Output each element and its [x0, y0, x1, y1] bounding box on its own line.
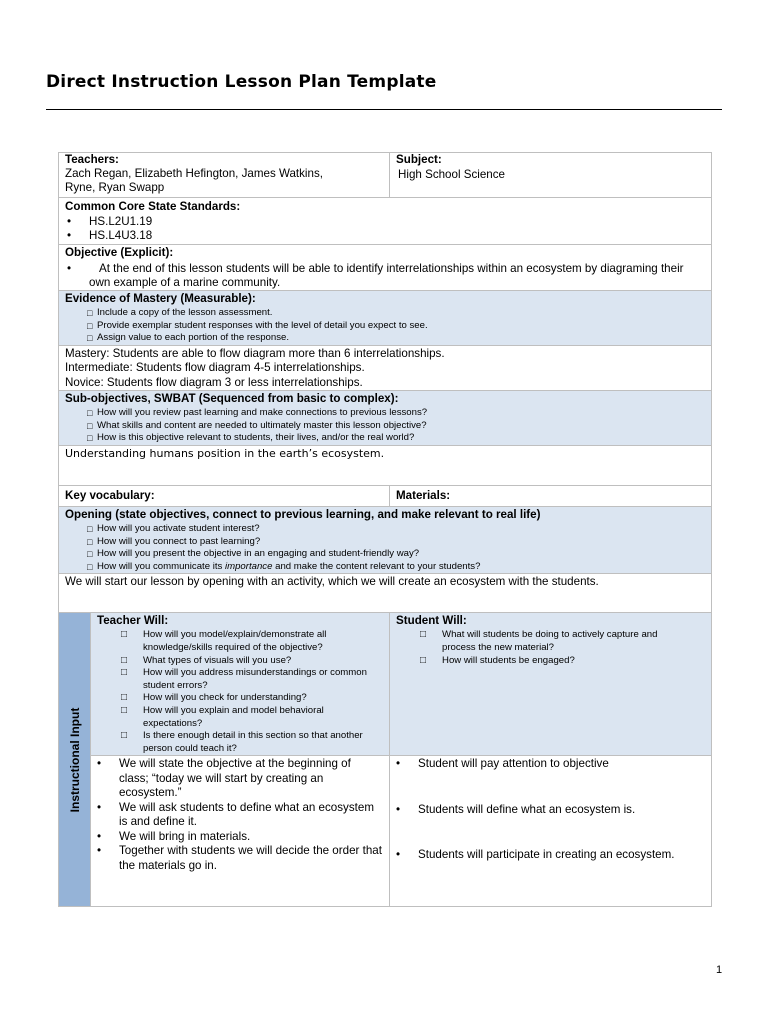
opening-prompt-emphasis: importance: [224, 560, 273, 572]
standards-label: Common Core State Standards:: [65, 200, 241, 213]
vocab-label: Key vocabulary:: [65, 489, 155, 503]
document-title: Direct Instruction Lesson Plan Template: [46, 72, 437, 92]
subject-value: High School Science: [398, 168, 505, 181]
teacher-prompt: □ How will you model/explain/demonstrate all knowledge/skills required of the objective?: [97, 629, 381, 654]
instructional-input-label: Instructional Input: [67, 707, 82, 813]
teacher-actions-cell: [91, 756, 390, 907]
subobjectives-cell: [59, 391, 712, 446]
instructional-prompts-row: [59, 613, 712, 756]
materials-cell: [390, 486, 712, 507]
teachers-subject-row: [59, 153, 712, 198]
subobjectives-answer-row: [59, 446, 712, 486]
evidence-prompts: [65, 307, 711, 345]
intermediate-text: Intermediate: Students flow diagram 4-5 interrelationships.: [65, 361, 365, 375]
objective-row: [59, 245, 712, 291]
subobjectives-prompts: [65, 407, 711, 445]
subobjectives-answer-cell: [59, 446, 712, 486]
student-will-label: Student Will:: [396, 614, 467, 628]
objective-bullet: •: [67, 262, 72, 275]
opening-prompts: [65, 523, 711, 573]
teachers-label: Teachers:: [65, 153, 119, 166]
standards-cell: [59, 198, 712, 245]
lesson-plan-table: [58, 152, 712, 907]
instructional-side-cell: [59, 613, 91, 907]
student-prompts: [396, 629, 711, 667]
teachers-cell: [59, 153, 390, 198]
opening-cell: [59, 507, 712, 574]
evidence-row: [59, 291, 712, 346]
evidence-prompt: □ Include a copy of the lesson assessment.: [65, 307, 711, 320]
student-action: • Students will participate in creating an ecosystem.: [396, 848, 711, 863]
objective-item: [65, 262, 711, 290]
opening-prompt: □ How will you activate student interest?: [65, 523, 711, 536]
novice-text: Novice: Students flow diagram 3 or less interrelationships.: [65, 375, 363, 389]
subobjectives-row: [59, 391, 712, 446]
teacher-prompt: □ How will you check for understanding?: [97, 692, 381, 705]
teacher-actions: [97, 757, 383, 873]
mastery-text: Mastery: Students are able to flow diagram more than 6 interrelationships.: [65, 346, 445, 360]
teacher-prompt: □ How will you explain and model behavioral expectations?: [97, 705, 381, 730]
objective-label: Objective (Explicit):: [65, 246, 174, 259]
opening-prompt-pre: How will you communicate its: [97, 560, 225, 572]
student-actions: [396, 757, 711, 863]
teacher-action: • We will state the objective at the beginning of class; “today we will start by creating an ecosystem.”: [97, 757, 383, 801]
teacher-prompt: □ Is there enough detail in this section so that another person could teach it?: [97, 730, 381, 755]
subobjective-prompt: □ What skills and content are needed to ultimately master this lesson objective?: [65, 420, 711, 433]
teachers-names-line-1: Zach Regan, Elizabeth Hefington, James Watkins,: [65, 167, 323, 180]
subject-label: Subject:: [396, 153, 442, 166]
evidence-cell: [59, 291, 712, 346]
student-prompt: □ How will students be engaged?: [396, 655, 691, 668]
teachers-names-line-2: Ryne, Ryan Swapp: [65, 181, 165, 194]
opening-prompt: □ How will you connect to past learning?: [65, 536, 711, 549]
student-prompt: □ What will students be doing to actively capture and process the new material?: [396, 629, 691, 654]
subobjectives-label: Sub-objectives, SWBAT (Sequenced from basic to complex):: [65, 392, 399, 406]
vocab-materials-row: [59, 486, 712, 507]
student-actions-cell: [390, 756, 712, 907]
standards-list: [65, 215, 711, 243]
teacher-will-cell: [91, 613, 390, 756]
opening-prompt: [65, 561, 711, 574]
objective-text: At the end of this lesson students will be able to identify interrelationships within an ecosystem by diagraming their own example of a marine community.: [89, 262, 684, 289]
subobjectives-answer: Understanding humans position in the earth’s ecosystem.: [65, 447, 385, 461]
title-divider: [46, 109, 722, 110]
student-action: • Students will define what an ecosystem is.: [396, 803, 711, 818]
evidence-prompt: □ Provide exemplar student responses with the level of detail you expect to see.: [65, 320, 711, 333]
standard-item: • HS.L4U3.18: [65, 229, 711, 243]
page-number: 1: [716, 964, 723, 976]
teacher-prompt: □ How will you address misunderstandings or common student errors?: [97, 667, 381, 692]
student-will-cell: [390, 613, 712, 756]
evidence-prompt: □ Assign value to each portion of the response.: [65, 332, 711, 345]
mastery-cell: [59, 345, 712, 391]
instructional-actions-row: [59, 756, 712, 907]
teacher-action: • Together with students we will decide the order that the materials go in.: [97, 844, 383, 873]
subobjective-prompt: □ How is this objective relevant to students, their lives, and/or the real world?: [65, 432, 711, 445]
teacher-action: • We will ask students to define what an ecosystem is and define it.: [97, 801, 383, 830]
opening-answer: We will start our lesson by opening with an activity, which we will create an ecosystem with the students.: [65, 575, 599, 589]
mastery-row: [59, 345, 712, 391]
teacher-prompts: [97, 629, 389, 755]
objective-cell: [59, 245, 712, 291]
student-action: • Student will pay attention to objective: [396, 757, 711, 772]
subobjective-prompt: □ How will you review past learning and make connections to previous lessons?: [65, 407, 711, 420]
standard-item: • HS.L2U1.19: [65, 215, 711, 229]
opening-row: [59, 507, 712, 574]
teacher-will-label: Teacher Will:: [97, 614, 169, 628]
opening-prompt: □ How will you present the objective in an engaging and student-friendly way?: [65, 548, 711, 561]
opening-answer-cell: [59, 574, 712, 613]
teacher-prompt: □ What types of visuals will you use?: [97, 655, 381, 668]
opening-answer-row: [59, 574, 712, 613]
standards-row: [59, 198, 712, 245]
evidence-label: Evidence of Mastery (Measurable):: [65, 292, 256, 305]
materials-label: Materials:: [396, 489, 451, 503]
subject-cell: [390, 153, 712, 198]
opening-prompt-post: and make the content relevant to your students?: [272, 560, 481, 572]
teacher-action: • We will bring in materials.: [97, 830, 383, 845]
opening-label: Opening (state objectives, connect to previous learning, and make relevant to real life): [65, 508, 541, 522]
vocab-cell: [59, 486, 390, 507]
